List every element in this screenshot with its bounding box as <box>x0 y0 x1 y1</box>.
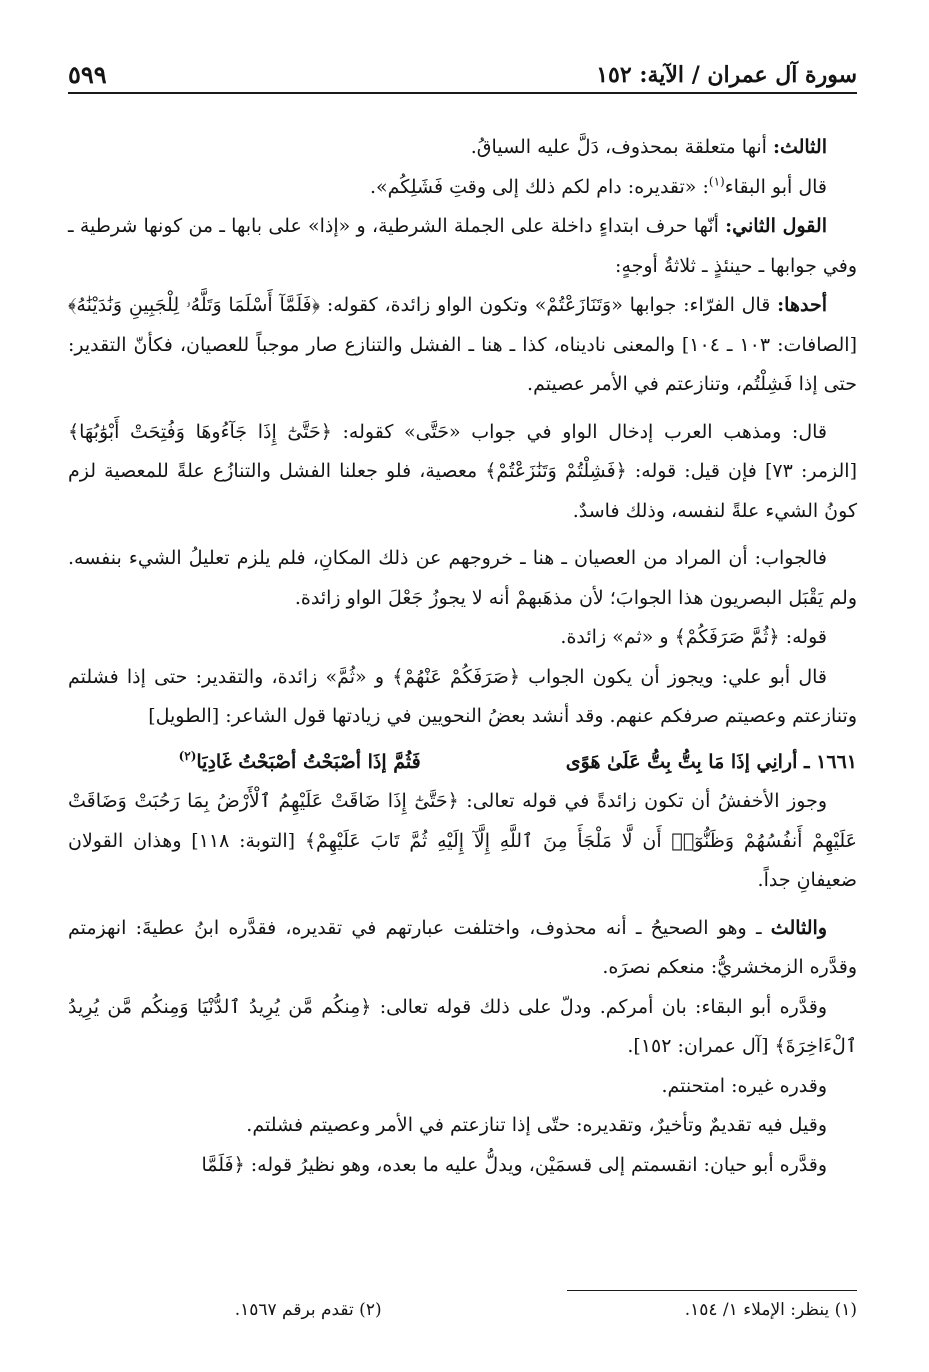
paragraph-12: وقدره غيره: امتحنتم. <box>661 1074 827 1097</box>
paragraph-4 <box>68 286 857 405</box>
paragraph-text: أنّها حرف ابتداءٍ داخلة على الجملة الشرطية، و «إذا» على بابها ـ من كونها شرطية ـ وفي جوابها ـ حينئذٍ ـ ثلاثةُ أوجهٍ: <box>68 215 857 277</box>
page-number: ٥٩٩ <box>68 60 115 89</box>
paragraph-5: قال: ومذهب العرب إدخال الواو في جواب «حَتَّى» كقوله: ﴿حَتَّىٰٓ إِذَا جَآءُوهَا وَفُتِحَتْ أَبْوَٰبُهَا﴾ [الزمر: ٧٣] فإن قيل: قوله: ﴿فَشِلْتُمْ وَتَنَٰزَعْتُمْ﴾ معصية، فلو جعلنا الفشل والتنازُع علةً للمعصية لزم كونُ الشيء علةً لنفسه، وذلك فاسدٌ. <box>68 420 857 522</box>
paragraph-text: قال الفرّاء: جوابها «وَتَنَازَعْتُمْ» وتكون الواو زائدة، كقوله: ﴿فَلَمَّآ أَسْلَمَا وَتَلَّهُۥ لِلْجَبِينِ وَنَٰدَيْنَٰهُ﴾ [الصافات: ١٠٣ ـ ١٠٤] والمعنى ناديناه، كذا ـ هنا ـ الفشل والتنازع صار موجباً للعصيان، فكأنّ التقدير: حتى إذا فَشِلْتُم، وتنازعتم في الأمر عصيتم. <box>68 294 857 395</box>
paragraph-text: : «تقديره: دام لكم ذلك إلى وقتِ فَشَلِكُم». <box>369 175 709 198</box>
footnote-ref: (١) <box>708 174 725 189</box>
paragraph-3 <box>68 207 857 286</box>
section-label: والثالث <box>770 916 827 939</box>
paragraph-1 <box>68 128 857 168</box>
paragraph-13: وقيل فيه تقديمٌ وتأخيرٌ، وتقديره: حتّى إذا تنازعتم في الأمر وعصيتم فشلتم. <box>246 1114 827 1136</box>
footnote-2: (٢) تقدم برقم ١٥٦٧. <box>234 1300 382 1320</box>
paragraph-7: قوله: ﴿ثُمَّ صَرَفَكُمْ﴾ و «ثم» زائدة. <box>560 626 827 648</box>
paragraph-8: قال أبو علي: ويجوز أن يكون الجواب ﴿صَرَفَكُمْ عَنْهُمْ﴾ و «ثُمَّ» زائدة، والتقدير: حتى إذا فشلتم وتنازعتم وعصيتم صرفكم عنهم. وقد أنشد بعضُ النحويين في زيادتها قول الشاعر: [الطويل] <box>68 665 857 727</box>
poetry-verse: ١٦٦١ ـ أرانِي إذَا مَا بِتُّ بِتُّ عَلَىٰ هَوًى فَثُمَّ إذَا أصْبَحْتُ أصْبَحْتُ غَادِيَا(٢) <box>68 743 857 783</box>
paragraph-text: أنها متعلقة بمحذوف، دَلَّ عليه السياقُ. <box>470 136 773 158</box>
verse-first-hemistich: أرانِي إذَا مَا بِتُّ بِتُّ عَلَىٰ هَوًى <box>565 750 798 773</box>
verse-number: ١٦٦١ ـ <box>803 750 857 773</box>
paragraph-14: وقدَّره أبو حيان: انقسمتم إلى قسمَيْن، ويدلُّ عليه ما بعده، وهو نظيرُ قوله: ﴿فَلَمَّا <box>201 1153 827 1176</box>
paragraph-11: وقدَّره أبو البقاء: بان أمركم. ودلّ على ذلك قوله تعالى: ﴿مِنكُم مَّن يُرِيدُ ٱلدُّنْيَا وَمِنكُم مَّن يُرِيدُ ٱلْءَاخِرَةَ﴾ [آل عمران: ١٥٢]. <box>68 995 857 1057</box>
running-header <box>68 58 857 94</box>
section-label: الثالث: <box>772 136 827 158</box>
section-label: أحدها: <box>777 294 827 316</box>
paragraph-2 <box>68 168 857 208</box>
verse-second-hemistich: فَثُمَّ إذَا أصْبَحْتُ أصْبَحْتُ غَادِيَا <box>196 750 421 773</box>
paragraph-6: فالجواب: أن المراد من العصيان ـ هنا ـ خروجهم عن ذلك المكانِ، فلم يلزم تعليلُ الشيء بنفسه. ولم يَقْبَل البصريون هذا الجوابَ؛ لأن مذهَبهمْ أنه لا يجوزُ جَعْلَ الواو زائدة. <box>68 547 857 609</box>
section-label: القول الثاني: <box>725 215 827 237</box>
footnote-separator <box>567 1290 857 1291</box>
paragraph-text: قال أبو البقاء <box>724 175 827 198</box>
header-title: سورة آل عمران / الآية: ١٥٢ <box>586 62 857 88</box>
main-text <box>68 128 857 1185</box>
footnote-1: (١) ينظر: الإملاء ١/ ١٥٤. <box>684 1300 857 1320</box>
footnotes <box>68 1300 857 1320</box>
paragraph-text: ـ وهو الصحيحُ ـ أنه محذوف، واختلفت عبارتهم في تقديره، فقدَّره ابنُ عطيةَ: انهزمتم وقدَّره الزمخشريُّ: منعكم نصرَه. <box>68 916 857 978</box>
paragraph-10 <box>68 909 857 988</box>
paragraph-9: وجوز الأخفشُ أن تكون زائدةً في قوله تعالى: ﴿حَتَّىٰٓ إِذَا ضَاقَتْ عَلَيْهِمُ ٱلْأَرْضُ بِمَا رَحُبَتْ وَضَاقَتْ عَلَيْهِمْ أَنفُسُهُمْ وَظَنُّوٓا۟ أَن لَّا مَلْجَأَ مِنَ ٱللَّهِ إِلَّآ إِلَيْهِ ثُمَّ تَابَ عَلَيْهِمْ﴾ [التوبة: ١١٨] وهذان القولان ضعيفانِ جداً. <box>68 790 857 891</box>
